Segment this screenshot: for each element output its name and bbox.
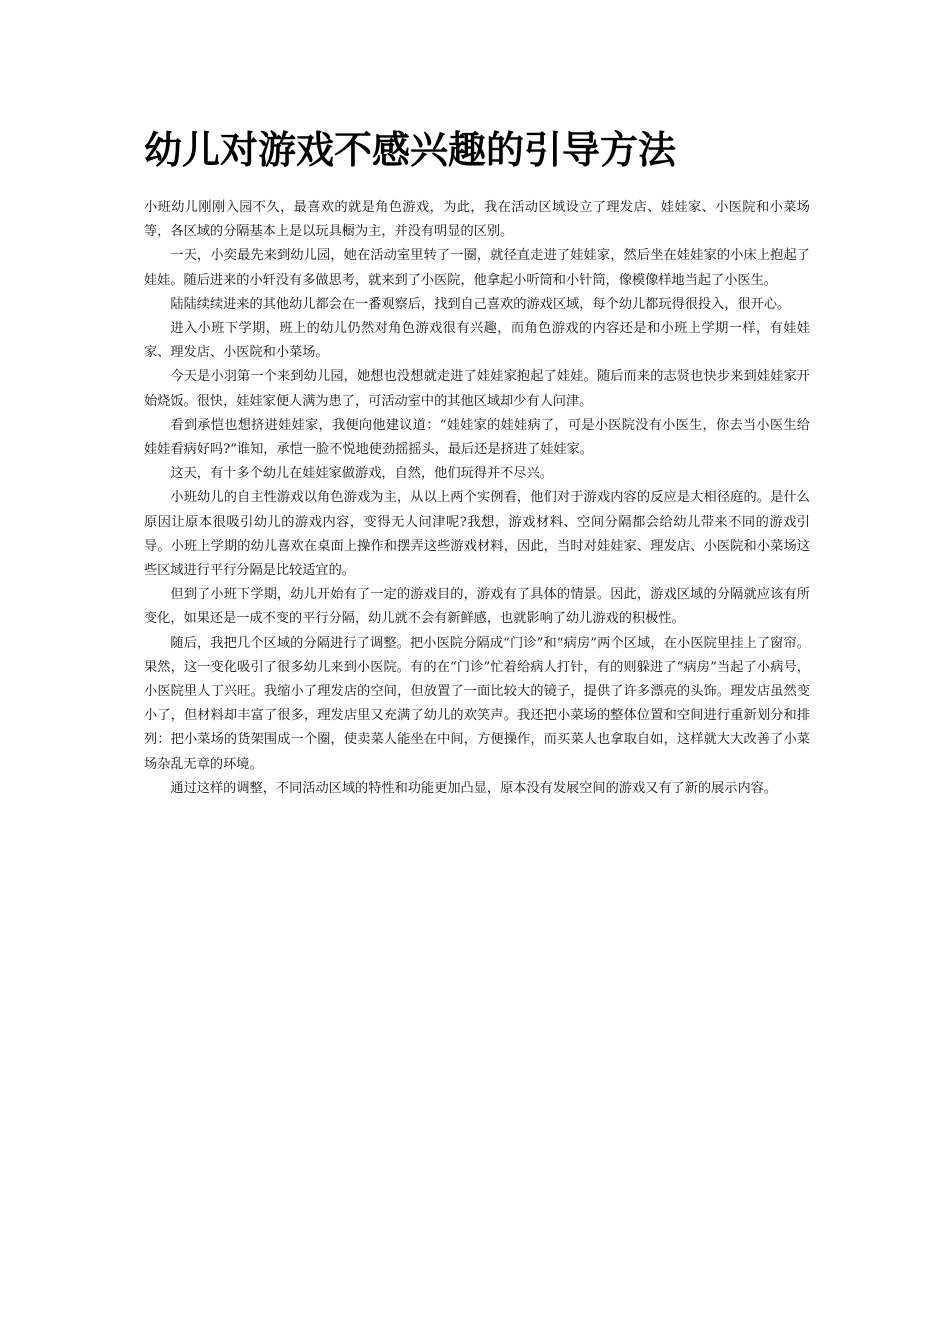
body-paragraph: 小班幼儿刚刚入园不久，最喜欢的就是角色游戏，为此，我在活动区域设立了理发店、娃娃家、小医院和小菜场等，各区域的分隔基本上是以玩具橱为主，并没有明显的区别。 <box>144 200 810 240</box>
document-title: 幼儿对游戏不感兴趣的引导方法 <box>144 127 677 172</box>
body-paragraph: 小班幼儿的自主性游戏以角色游戏为主，从以上两个实例看，他们对于游戏内容的反应是大相径庭的。是什么原因让原本很吸引幼儿的游戏内容，变得无人问津呢?我想，游戏材料、空间分隔都会给幼儿带来不同的游戏引导。小班上学期的幼儿喜欢在桌面上操作和摆弄这些游戏材料，因此，当时对娃娃家、理发店、小医院和小菜场这些区域进行平行分隔是比较适宜的。 <box>144 490 810 579</box>
body-paragraph: 进入小班下学期，班上的幼儿仍然对角色游戏很有兴趣，而角色游戏的内容还是和小班上学期一样，有娃娃家、理发店、小医院和小菜场。 <box>144 321 810 361</box>
document-body <box>144 196 810 801</box>
body-paragraph: 随后，我把几个区域的分隔进行了调整。把小医院分隔成“门诊”和“病房”两个区域，在小医院里挂上了窗帘。果然，这一变化吸引了很多幼儿来到小医院。有的在“门诊”忙着给病人打针，有的则躲进了“病房”当起了小病号，小医院里人丁兴旺。我缩小了理发店的空间，但放置了一面比较大的镜子，提供了许多漂亮的头饰。理发店虽然变小了，但材料却丰富了很多，理发店里又充满了幼儿的欢笑声。我还把小菜场的整体位置和空间进行重新划分和排列：把小菜场的货架围成一个圈，使卖菜人能坐在中间，方便操作，而买菜人也拿取自如，这样就大大改善了小菜场杂乱无章的环境。 <box>144 635 810 772</box>
body-paragraph: 通过这样的调整，不同活动区域的特性和功能更加凸显，原本没有发展空间的游戏又有了新的展示内容。 <box>170 780 778 796</box>
body-paragraph: 陆陆续续进来的其他幼儿都会在一番观察后，找到自己喜欢的游戏区域，每个幼儿都玩得很投入，很开心。 <box>170 296 791 312</box>
body-paragraph: 一天，小奕最先来到幼儿园，她在活动室里转了一圈，就径直走进了娃娃家，然后坐在娃娃家的小床上抱起了娃娃。随后进来的小轩没有多做思考，就来到了小医院，他拿起小听筒和小针筒，像模像样地当起了小医生。 <box>144 248 810 288</box>
body-paragraph: 看到承恺也想挤进娃娃家，我便向他建议道：“娃娃家的娃娃病了，可是小医院没有小医生，你去当小医生给娃娃看病好吗?”谁知，承恺一脸不悦地使劲摇摇头，最后还是挤进了娃娃家。 <box>144 417 810 458</box>
body-paragraph: 今天是小羽第一个来到幼儿园，她想也没想就走进了娃娃家抱起了娃娃。随后而来的志贤也快步来到娃娃家开始烧饭。很快，娃娃家便人满为患了，可活动室中的其他区域却少有人问津。 <box>144 369 810 409</box>
body-paragraph: 但到了小班下学期，幼儿开始有了一定的游戏目的，游戏有了具体的情景。因此，游戏区域的分隔就应该有所变化，如果还是一成不变的平行分隔，幼儿就不会有新鲜感，也就影响了幼儿游戏的积极性。 <box>144 587 810 627</box>
body-paragraph: 这天，有十多个幼儿在娃娃家做游戏，自然，他们玩得并不尽兴。 <box>170 466 553 482</box>
